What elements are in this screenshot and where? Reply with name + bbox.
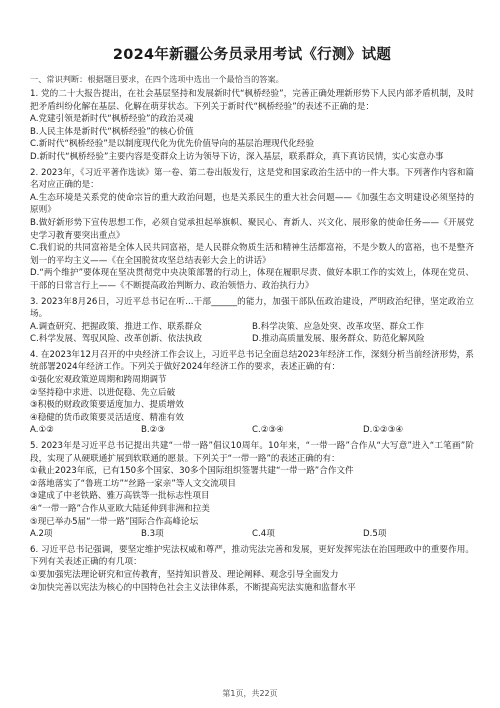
statement-4: ④稳健的货币政策要灵活适度、精准有效 bbox=[30, 412, 184, 423]
statement-1: ①截止2023年底，已有150多个国家、30多个国际组织签署共建“一带一路”合作文件 bbox=[30, 466, 354, 477]
option-a: A.2项 bbox=[30, 529, 53, 540]
option-d: D.5项 bbox=[363, 529, 387, 540]
question-stem: 5. 2023年是习近平总书记提出共建“一带一路”倡议10周年。10年来，“一带一路”合作从“大写意”进入“工笔画”阶段，实现了从硬联通扩展到软联通的愿景。下列关于“一带一路”的表述正确的有： bbox=[30, 441, 474, 464]
question-2 bbox=[30, 167, 474, 293]
statement-2: ②坚持稳中求进、以进促稳、先立后破 bbox=[30, 387, 176, 398]
option-a: A.①② bbox=[30, 425, 54, 436]
question-stem: 2. 2023年，《习近平著作选读》第一卷、第二卷出版发行，这是党和国家政治生活中的一件大事。下列著作内容和篇名对应正确的是： bbox=[30, 167, 474, 191]
option-b: B.科学决策、应急处突、改革攻坚、群众工作 bbox=[252, 321, 424, 332]
question-stem: 3. 2023年8月26日，习近平总书记在听...干部______的能力，加强干部队伍政治建设，严明政治纪律，坚定政治立场。 bbox=[30, 296, 474, 320]
question-3 bbox=[30, 296, 474, 346]
statement-4: ④“一带一路”合作从亚欧大陆延伸到非洲和拉美 bbox=[30, 504, 210, 514]
option-a: A.调查研究、把握政策、推进工作、联系群众 bbox=[30, 321, 202, 332]
option-a: A.党建引领是新时代“枫桥经验”的政治灵魂 bbox=[30, 114, 194, 125]
option-d: D.“两个维护”要体现在坚决贯彻党中央决策部署的行动上，体现在履职尽责、做好本职工作的实效上，体现在党员、干部的日常言行上——《不断提高政治判断力、政治领悟力、政治执行力》 bbox=[30, 268, 474, 291]
option-d: D.新时代“枫桥经验”主要内容是变群众上访为领导下访，深入基层，联系群众，真下真访民情，实心实意办事 bbox=[30, 151, 444, 162]
option-b: B.②③ bbox=[141, 425, 166, 436]
question-1 bbox=[30, 88, 474, 164]
page-number: 第1页，共22页 bbox=[222, 689, 278, 698]
option-c: C.4项 bbox=[252, 529, 275, 540]
options-row bbox=[30, 528, 474, 541]
options-row bbox=[30, 321, 474, 346]
question-stem: 1. 党的二十大报告提出，在社会基层坚持和发展新时代“枫桥经验”，完善正确处理新形势下人民内部矛盾机制，及时把矛盾纠纷化解在基层、化解在萌芽状态。下列关于新时代“枫桥经验”的表述不正确的是： bbox=[30, 89, 474, 112]
statement-1: ①要加强宪法理论研究和宣传教育，坚持知识普及、理论阐释、观念引导全面发力 bbox=[30, 569, 339, 580]
question-4 bbox=[30, 349, 474, 437]
statement-3: ③建成了中老铁路、雅万高铁等一批标志性项目 bbox=[30, 491, 210, 502]
option-b: B.人民主体是新时代“枫桥经验”的核心价值 bbox=[30, 126, 194, 137]
option-d: D.推动高质量发展、服务群众、防范化解风险 bbox=[252, 334, 425, 345]
option-c: C.科学发展、驾驭风险、改革创新、依法执政 bbox=[30, 334, 203, 345]
statement-2: ②落地落实了“鲁班工坊”“丝路一家亲”等人文交流项目 bbox=[30, 478, 236, 489]
option-b: B.3项 bbox=[141, 529, 164, 540]
option-b: B.做好新形势下宣传思想工作，必须自觉承担起举旗帜、聚民心、育新人、兴文化、展形象的使命任务——《开展党史学习教育要突出重点》 bbox=[30, 217, 474, 241]
statement-1: ①强化宏观政策逆周期和跨周期调节 bbox=[30, 375, 167, 386]
option-c: C.②③④ bbox=[252, 425, 284, 436]
question-stem: 4. 在2023年12月召开的中央经济工作会议上，习近平总书记全面总结2023年经济工作，深刻分析当前经济形势，系统部署2024年经济工作。下列关于做好2024年经济工作的要求，表述正确的有： bbox=[30, 349, 474, 373]
option-d: D.①②③④ bbox=[363, 425, 404, 436]
option-c: C.新时代“枫桥经验”是以制度现代化为优先价值导向的基层治理现代化经验 bbox=[30, 139, 315, 150]
question-5 bbox=[30, 440, 474, 541]
question-stem: 6. 习近平总书记强调，要坚定维护宪法权威和尊严，推动宪法完善和发展，更好发挥宪法在治国理政中的重要作用。下列有关表述正确的有几项： bbox=[30, 544, 474, 568]
options-row bbox=[30, 424, 474, 437]
question-6 bbox=[30, 544, 474, 594]
document-title: 2024年新疆公务员录用考试《行测》试题 bbox=[112, 47, 392, 63]
statement-5: ⑤现已举办5届“一带一路”国际合作高峰论坛 bbox=[30, 516, 199, 527]
statement-3: ③积极的财政政策要适度加力、提质增效 bbox=[30, 400, 184, 411]
section-heading: 一、常识判断：根据题目要求，在四个选项中选出一个最恰当的答案。 bbox=[30, 74, 284, 84]
option-c: C.我们说的共同富裕是全体人民共同富裕，是人民群众物质生活和精神生活都富裕，不是少数人的富裕，也不是整齐划一的平均主义——《在全国脱贫攻坚总结表彰大会上的讲话》 bbox=[30, 243, 474, 266]
option-a: A.生态环境是关系党的使命宗旨的重大政治问题，也是关系民生的重大社会问题——《加强生态文明建设必须坚持的原则》 bbox=[30, 192, 474, 216]
statement-2: ②加快完善以宪法为核心的中国特色社会主义法律体系，不断提高宪法实施和监督水平 bbox=[30, 582, 356, 593]
